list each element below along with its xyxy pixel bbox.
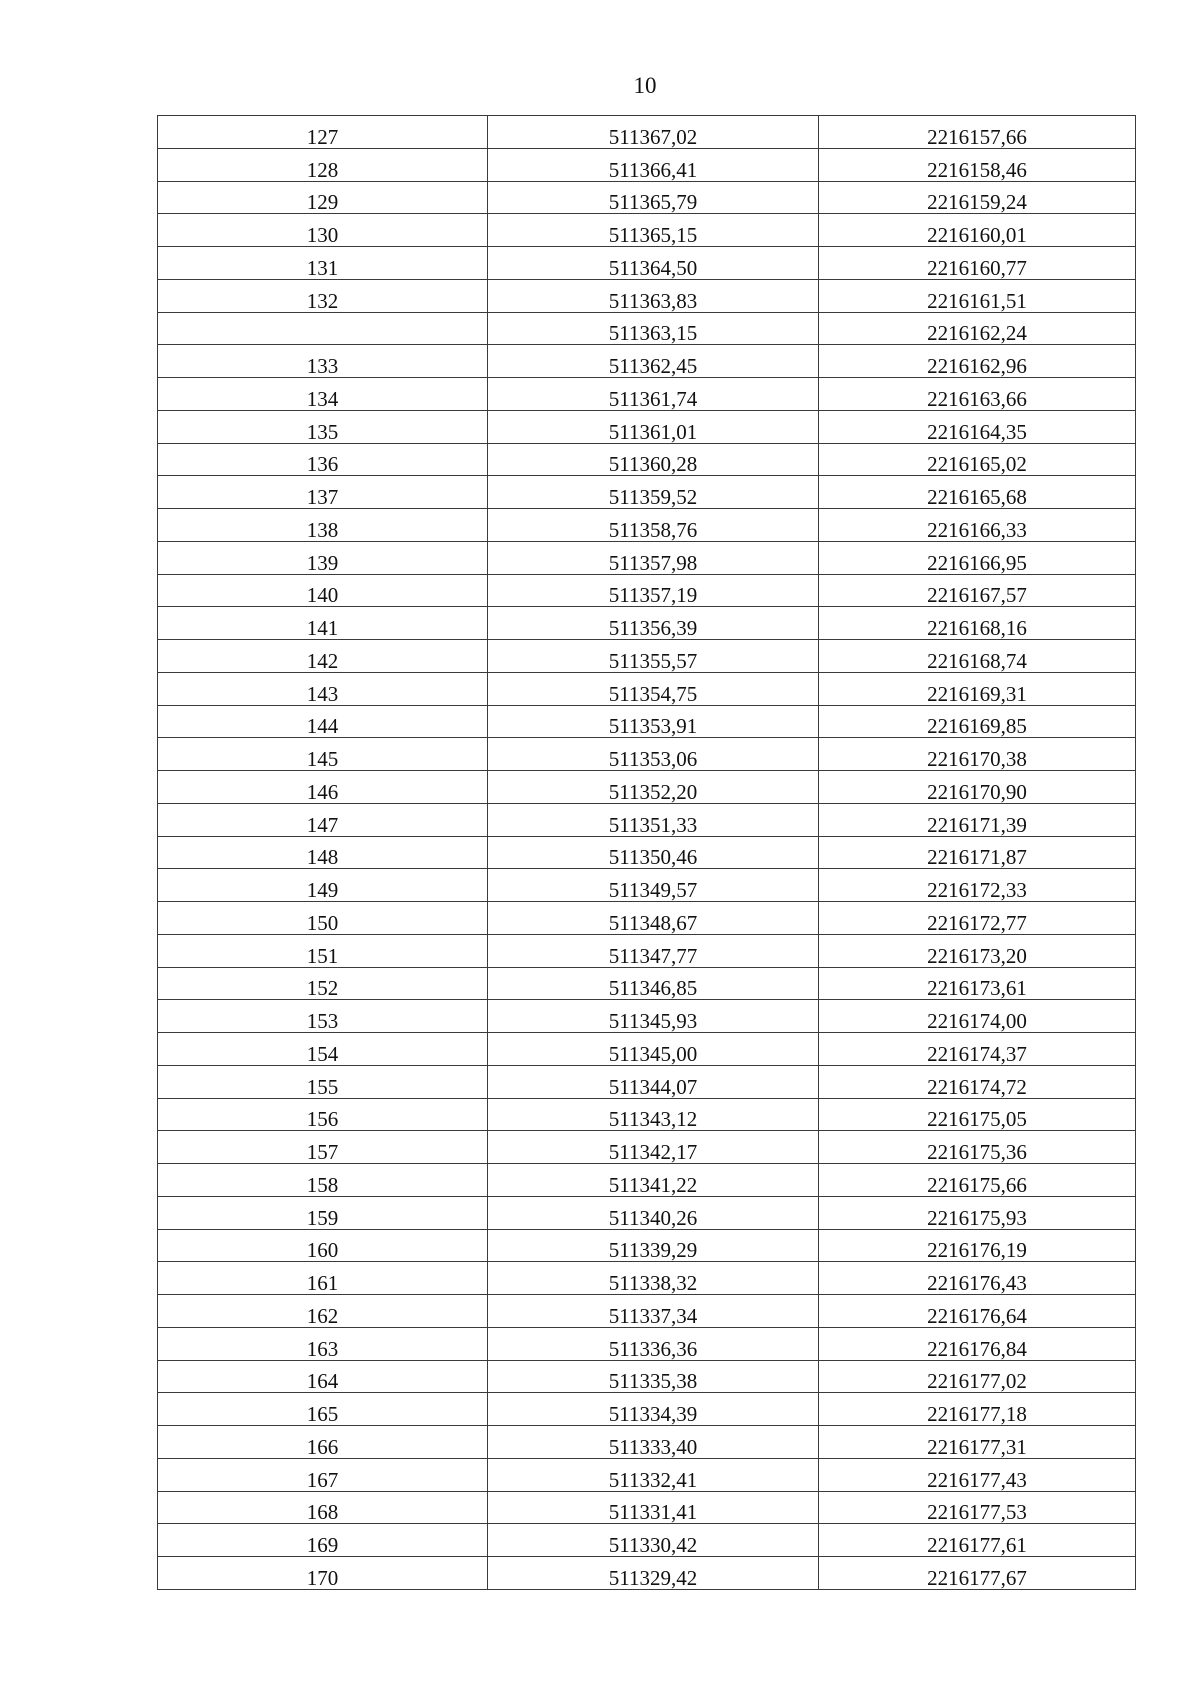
x-coordinate-cell: 511330,42 xyxy=(488,1524,819,1557)
x-coordinate-cell: 511334,39 xyxy=(488,1393,819,1426)
point-number-cell: 169 xyxy=(158,1524,488,1557)
point-number-cell: 139 xyxy=(158,541,488,574)
point-number-cell: 156 xyxy=(158,1098,488,1131)
y-coordinate-cell: 2216165,02 xyxy=(819,443,1136,476)
y-coordinate-cell: 2216176,19 xyxy=(819,1229,1136,1262)
table-row xyxy=(158,345,1136,378)
x-coordinate-cell: 511354,75 xyxy=(488,672,819,705)
point-number-cell: 154 xyxy=(158,1033,488,1066)
x-coordinate-cell: 511337,34 xyxy=(488,1295,819,1328)
x-coordinate-cell: 511338,32 xyxy=(488,1262,819,1295)
table-row xyxy=(158,1098,1136,1131)
table-row xyxy=(158,1295,1136,1328)
x-coordinate-cell: 511363,15 xyxy=(488,312,819,345)
x-coordinate-cell: 511345,00 xyxy=(488,1033,819,1066)
point-number-cell: 149 xyxy=(158,869,488,902)
x-coordinate-cell: 511333,40 xyxy=(488,1426,819,1459)
y-coordinate-cell: 2216175,36 xyxy=(819,1131,1136,1164)
point-number-cell: 138 xyxy=(158,509,488,542)
y-coordinate-cell: 2216159,24 xyxy=(819,181,1136,214)
x-coordinate-cell: 511353,91 xyxy=(488,705,819,738)
y-coordinate-cell: 2216166,33 xyxy=(819,509,1136,542)
y-coordinate-cell: 2216162,96 xyxy=(819,345,1136,378)
table-row xyxy=(158,410,1136,443)
point-number-cell: 140 xyxy=(158,574,488,607)
point-number-cell: 157 xyxy=(158,1131,488,1164)
point-number-cell: 129 xyxy=(158,181,488,214)
point-number-cell: 132 xyxy=(158,279,488,312)
table-row xyxy=(158,148,1136,181)
y-coordinate-cell: 2216177,67 xyxy=(819,1557,1136,1590)
y-coordinate-cell: 2216177,53 xyxy=(819,1491,1136,1524)
table-row xyxy=(158,247,1136,280)
y-coordinate-cell: 2216172,33 xyxy=(819,869,1136,902)
y-coordinate-cell: 2216170,90 xyxy=(819,771,1136,804)
y-coordinate-cell: 2216174,72 xyxy=(819,1065,1136,1098)
x-coordinate-cell: 511350,46 xyxy=(488,836,819,869)
y-coordinate-cell: 2216173,20 xyxy=(819,934,1136,967)
table-row xyxy=(158,738,1136,771)
y-coordinate-cell: 2216176,84 xyxy=(819,1327,1136,1360)
y-coordinate-cell: 2216168,16 xyxy=(819,607,1136,640)
y-coordinate-cell: 2216160,01 xyxy=(819,214,1136,247)
y-coordinate-cell: 2216164,35 xyxy=(819,410,1136,443)
table-row xyxy=(158,1196,1136,1229)
table-row xyxy=(158,1426,1136,1459)
x-coordinate-cell: 511347,77 xyxy=(488,934,819,967)
point-number-cell: 165 xyxy=(158,1393,488,1426)
point-number-cell: 136 xyxy=(158,443,488,476)
point-number-cell: 153 xyxy=(158,1000,488,1033)
point-number-cell: 159 xyxy=(158,1196,488,1229)
table-row xyxy=(158,279,1136,312)
point-number-cell: 150 xyxy=(158,902,488,935)
point-number-cell: 146 xyxy=(158,771,488,804)
x-coordinate-cell: 511353,06 xyxy=(488,738,819,771)
y-coordinate-cell: 2216169,31 xyxy=(819,672,1136,705)
table-row xyxy=(158,1524,1136,1557)
x-coordinate-cell: 511352,20 xyxy=(488,771,819,804)
x-coordinate-cell: 511355,57 xyxy=(488,640,819,673)
y-coordinate-cell: 2216167,57 xyxy=(819,574,1136,607)
x-coordinate-cell: 511366,41 xyxy=(488,148,819,181)
table-row xyxy=(158,967,1136,1000)
y-coordinate-cell: 2216175,93 xyxy=(819,1196,1136,1229)
y-coordinate-cell: 2216174,00 xyxy=(819,1000,1136,1033)
table-row xyxy=(158,312,1136,345)
table-row xyxy=(158,574,1136,607)
table-row xyxy=(158,705,1136,738)
x-coordinate-cell: 511346,85 xyxy=(488,967,819,1000)
point-number-cell: 170 xyxy=(158,1557,488,1590)
x-coordinate-cell: 511362,45 xyxy=(488,345,819,378)
y-coordinate-cell: 2216171,39 xyxy=(819,803,1136,836)
y-coordinate-cell: 2216165,68 xyxy=(819,476,1136,509)
y-coordinate-cell: 2216175,66 xyxy=(819,1164,1136,1197)
table-row xyxy=(158,640,1136,673)
point-number-cell: 134 xyxy=(158,378,488,411)
point-number-cell: 163 xyxy=(158,1327,488,1360)
y-coordinate-cell: 2216173,61 xyxy=(819,967,1136,1000)
y-coordinate-cell: 2216166,95 xyxy=(819,541,1136,574)
point-number-cell: 133 xyxy=(158,345,488,378)
x-coordinate-cell: 511365,15 xyxy=(488,214,819,247)
x-coordinate-cell: 511357,98 xyxy=(488,541,819,574)
table-row xyxy=(158,1131,1136,1164)
coordinates-table-body xyxy=(158,116,1136,1590)
coordinates-table xyxy=(157,115,1136,1590)
y-coordinate-cell: 2216168,74 xyxy=(819,640,1136,673)
point-number-cell: 145 xyxy=(158,738,488,771)
point-number-cell: 152 xyxy=(158,967,488,1000)
y-coordinate-cell: 2216174,37 xyxy=(819,1033,1136,1066)
x-coordinate-cell: 511363,83 xyxy=(488,279,819,312)
x-coordinate-cell: 511364,50 xyxy=(488,247,819,280)
table-row xyxy=(158,181,1136,214)
x-coordinate-cell: 511335,38 xyxy=(488,1360,819,1393)
point-number-cell: 162 xyxy=(158,1295,488,1328)
table-row xyxy=(158,509,1136,542)
point-number-cell: 148 xyxy=(158,836,488,869)
table-row xyxy=(158,1033,1136,1066)
x-coordinate-cell: 511351,33 xyxy=(488,803,819,836)
table-row xyxy=(158,1393,1136,1426)
point-number-cell: 128 xyxy=(158,148,488,181)
page-number: 10 xyxy=(633,73,657,98)
x-coordinate-cell: 511342,17 xyxy=(488,1131,819,1164)
table-row xyxy=(158,541,1136,574)
x-coordinate-cell: 511367,02 xyxy=(488,116,819,149)
table-row xyxy=(158,443,1136,476)
table-row xyxy=(158,476,1136,509)
table-row xyxy=(158,672,1136,705)
y-coordinate-cell: 2216162,24 xyxy=(819,312,1136,345)
table-row xyxy=(158,1262,1136,1295)
y-coordinate-cell: 2216176,43 xyxy=(819,1262,1136,1295)
x-coordinate-cell: 511344,07 xyxy=(488,1065,819,1098)
table-row xyxy=(158,116,1136,149)
y-coordinate-cell: 2216161,51 xyxy=(819,279,1136,312)
table-row xyxy=(158,1557,1136,1590)
table-row xyxy=(158,1164,1136,1197)
x-coordinate-cell: 511345,93 xyxy=(488,1000,819,1033)
point-number-cell: 151 xyxy=(158,934,488,967)
table-row xyxy=(158,378,1136,411)
point-number-cell: 131 xyxy=(158,247,488,280)
point-number-cell: 158 xyxy=(158,1164,488,1197)
y-coordinate-cell: 2216177,61 xyxy=(819,1524,1136,1557)
x-coordinate-cell: 511332,41 xyxy=(488,1458,819,1491)
point-number-cell: 130 xyxy=(158,214,488,247)
table-row xyxy=(158,1229,1136,1262)
x-coordinate-cell: 511329,42 xyxy=(488,1557,819,1590)
x-coordinate-cell: 511361,01 xyxy=(488,410,819,443)
table-row xyxy=(158,869,1136,902)
y-coordinate-cell: 2216171,87 xyxy=(819,836,1136,869)
point-number-cell: 161 xyxy=(158,1262,488,1295)
y-coordinate-cell: 2216163,66 xyxy=(819,378,1136,411)
point-number-cell: 166 xyxy=(158,1426,488,1459)
point-number-cell: 127 xyxy=(158,116,488,149)
point-number-cell: 147 xyxy=(158,803,488,836)
y-coordinate-cell: 2216177,31 xyxy=(819,1426,1136,1459)
point-number-cell: 164 xyxy=(158,1360,488,1393)
x-coordinate-cell: 511360,28 xyxy=(488,443,819,476)
point-number-cell: 168 xyxy=(158,1491,488,1524)
table-row xyxy=(158,771,1136,804)
x-coordinate-cell: 511340,26 xyxy=(488,1196,819,1229)
point-number-cell: 142 xyxy=(158,640,488,673)
y-coordinate-cell: 2216175,05 xyxy=(819,1098,1136,1131)
x-coordinate-cell: 511361,74 xyxy=(488,378,819,411)
table-row xyxy=(158,1491,1136,1524)
x-coordinate-cell: 511356,39 xyxy=(488,607,819,640)
point-number-cell: 143 xyxy=(158,672,488,705)
point-number-cell: 167 xyxy=(158,1458,488,1491)
table-row xyxy=(158,607,1136,640)
y-coordinate-cell: 2216170,38 xyxy=(819,738,1136,771)
table-row xyxy=(158,1360,1136,1393)
table-row xyxy=(158,836,1136,869)
point-number-cell: 137 xyxy=(158,476,488,509)
x-coordinate-cell: 511365,79 xyxy=(488,181,819,214)
x-coordinate-cell: 511358,76 xyxy=(488,509,819,542)
point-number-cell: 141 xyxy=(158,607,488,640)
table-row xyxy=(158,1327,1136,1360)
x-coordinate-cell: 511357,19 xyxy=(488,574,819,607)
y-coordinate-cell: 2216157,66 xyxy=(819,116,1136,149)
table-row xyxy=(158,934,1136,967)
x-coordinate-cell: 511349,57 xyxy=(488,869,819,902)
y-coordinate-cell: 2216177,02 xyxy=(819,1360,1136,1393)
x-coordinate-cell: 511359,52 xyxy=(488,476,819,509)
table-row xyxy=(158,803,1136,836)
y-coordinate-cell: 2216172,77 xyxy=(819,902,1136,935)
point-number-cell xyxy=(158,312,488,345)
table-row xyxy=(158,902,1136,935)
x-coordinate-cell: 511341,22 xyxy=(488,1164,819,1197)
point-number-cell: 155 xyxy=(158,1065,488,1098)
point-number-cell: 144 xyxy=(158,705,488,738)
y-coordinate-cell: 2216176,64 xyxy=(819,1295,1136,1328)
y-coordinate-cell: 2216160,77 xyxy=(819,247,1136,280)
table-row xyxy=(158,214,1136,247)
point-number-cell: 135 xyxy=(158,410,488,443)
y-coordinate-cell: 2216169,85 xyxy=(819,705,1136,738)
x-coordinate-cell: 511331,41 xyxy=(488,1491,819,1524)
point-number-cell: 160 xyxy=(158,1229,488,1262)
table-row xyxy=(158,1000,1136,1033)
y-coordinate-cell: 2216158,46 xyxy=(819,148,1136,181)
table-row xyxy=(158,1065,1136,1098)
x-coordinate-cell: 511336,36 xyxy=(488,1327,819,1360)
y-coordinate-cell: 2216177,18 xyxy=(819,1393,1136,1426)
x-coordinate-cell: 511348,67 xyxy=(488,902,819,935)
x-coordinate-cell: 511343,12 xyxy=(488,1098,819,1131)
table-row xyxy=(158,1458,1136,1491)
x-coordinate-cell: 511339,29 xyxy=(488,1229,819,1262)
y-coordinate-cell: 2216177,43 xyxy=(819,1458,1136,1491)
